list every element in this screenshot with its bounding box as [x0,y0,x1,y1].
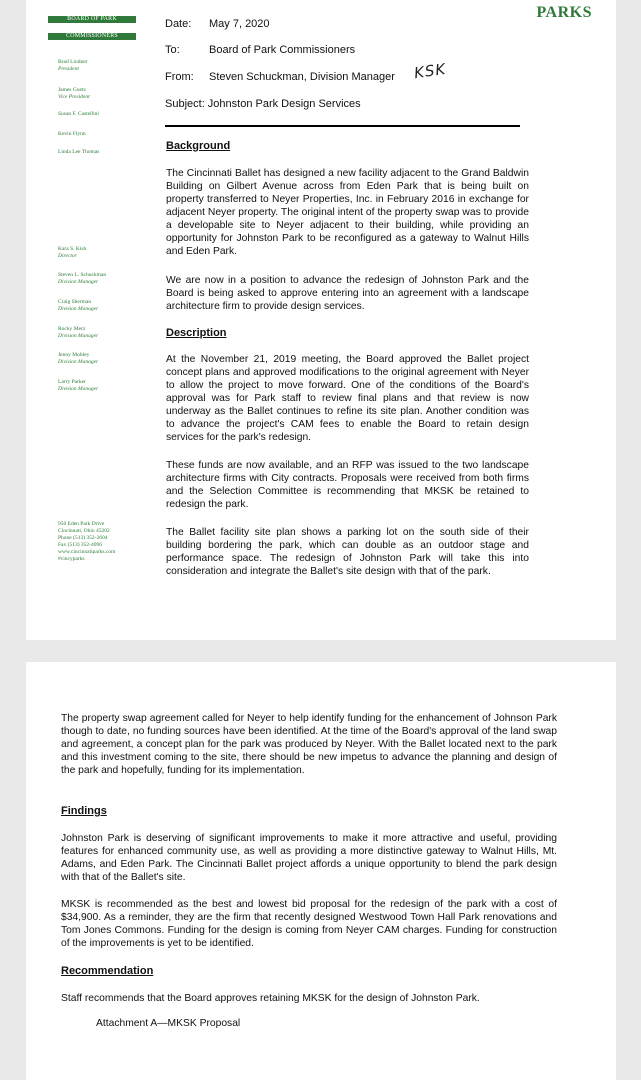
commissioner-entry: Susan F. Castellini [58,111,99,117]
memo-date-row [165,18,270,30]
address-line: Cincinnati, Ohio 45202 [58,528,110,534]
memo-page-2 [26,662,616,1080]
address-block [58,521,158,563]
phone-line: Phone (513) 352-2604 [58,535,108,541]
commissioner-entry: Kevin Flynn [58,131,86,137]
recommendation-paragraph: Staff recommends that the Board approves retaining MKSK for the design of Johnston Park. [61,993,480,1004]
staff-entry: Kara S. Kish Director [58,246,87,259]
description-heading: Description [166,327,227,339]
address-line: 950 Eden Park Drive [58,521,105,527]
memo-to-row [165,44,355,56]
staff-entry: Larry Parker Division Manager [58,379,99,392]
background-heading: Background [166,140,231,152]
findings-heading: Findings [61,805,107,817]
memo-from: Steven Schuckman, Division Manager [209,71,395,83]
board-banner-line2: COMMISSIONERS [48,33,136,40]
staff-entry: Jenny Mobley Division Manager [58,352,99,365]
background-paragraph-1: The Cincinnati Ballet has designed a new facility adjacent to the Grand Baldwin Building on Gilbert Avenue across from Eden Park that is being built on property transferred to Neyer Properties, Inc. in February 2016 in exchange for adjacent Neyer property. The original intent of the property swap was to provide a developable site to Neyer adjacent to their building, while providing an opportunity for Johnston Park to be reconfigured as a gateway to Walnut Hills and Eden Park. [166,168,529,257]
header-rule [165,125,520,127]
attachment-line: Attachment A—MKSK Proposal [96,1018,241,1029]
description-paragraph-2: These funds are now available, and an RFP was issued to the two landscape architecture firms with City contracts. Proposals were received from both firms and the Selection Committee is recommending that MKSK be retained to redesign the park. [166,460,529,510]
memo-to: Board of Park Commissioners [209,44,356,56]
staff-entry: Steven L. Schuckman Division Manager [58,272,107,285]
hashtag-line: #cincyparks [58,556,85,562]
staff-entry: Craig Sherman Division Manager [58,299,99,312]
description-paragraph-1: At the November 21, 2019 meeting, the Board approved the Ballet project concept plans and approved modifications to the original agreement with Neyer to allow the project to move forward. One of the conditions of the Board's approval was for Park staff to review final plans and that review is now underway as the Ballet continues to refine its site plan. Another condition was to advance the project's CAM fees to enable the Board to retain design services for the park's redesign. [166,354,529,443]
parks-logo: PARKS [536,4,592,21]
memo-page-1 [26,0,616,640]
memo-subject: Subject: Johnston Park Design Services [165,98,361,110]
commissioner-entry: James Goetz Vice President [58,87,90,100]
website-line: www.cincinnatiparks.com [58,549,116,555]
to-label: To: [165,44,180,56]
board-banner-line1: BOARD OF PARK [48,16,136,23]
commissioner-list [58,59,158,118]
fax-line: Fax (513) 352-4096 [58,542,102,548]
memo-date: May 7, 2020 [209,18,270,30]
commissioner-entry: Brad Lindner President [58,59,88,72]
handwritten-initials: KSK [412,59,448,83]
from-label: From: [165,71,194,83]
memo-from-row [165,71,395,83]
page2-paragraph-1: The property swap agreement called for Neyer to help identify funding for the enhancement of Johnson Park though to date, no funding sources have been identified. At the time of the Board's approval of the land swap and agreement, a concept plan for the park was produced by Neyer. With the Ballet located next to the park and this investment coming to the site, there should be new impetus to advance the planning and design of the park and hopefully, funding for its implementation. [61,713,557,776]
description-paragraph-3: The Ballet facility site plan shows a parking lot on the south side of their building bordering the park, which can double as an outdoor stage and performance space. The redesign of Johnston Park will take this into consideration and integrate the Ballet's site design with that of the park. [166,527,529,577]
background-paragraph-2: We are now in a position to advance the redesign of Johnston Park and the Board is being asked to approve entering into an agreement with a landscape architecture firm to provide design services. [166,275,529,312]
findings-paragraph-2: MKSK is recommended as the best and lowest bid proposal for the redesign of the park with a cost of $34,900. As a reminder, they are the firm that recently designed Westwood Town Hall Park renovations and Tom Jones Commons. Funding for the design is coming from Neyer CAM charges. Funding for construction of the improvements is yet to be identified. [61,899,557,949]
recommendation-heading: Recommendation [61,965,154,977]
date-label: Date: [165,18,192,30]
findings-paragraph-1: Johnston Park is deserving of significant improvements to make it more attractive and useful, providing features for enhanced community use, as well as providing a more distinctive gateway to Walnut Hills, Mt. Adams, and Eden Park. The Cincinnati Ballet project affords a unique opportunity to blend the park design with that of the Ballet's site. [61,833,557,883]
commissioner-entry: Linda Lee Thomas [58,149,100,155]
staff-entry: Rocky Merz Division Manager [58,326,99,339]
